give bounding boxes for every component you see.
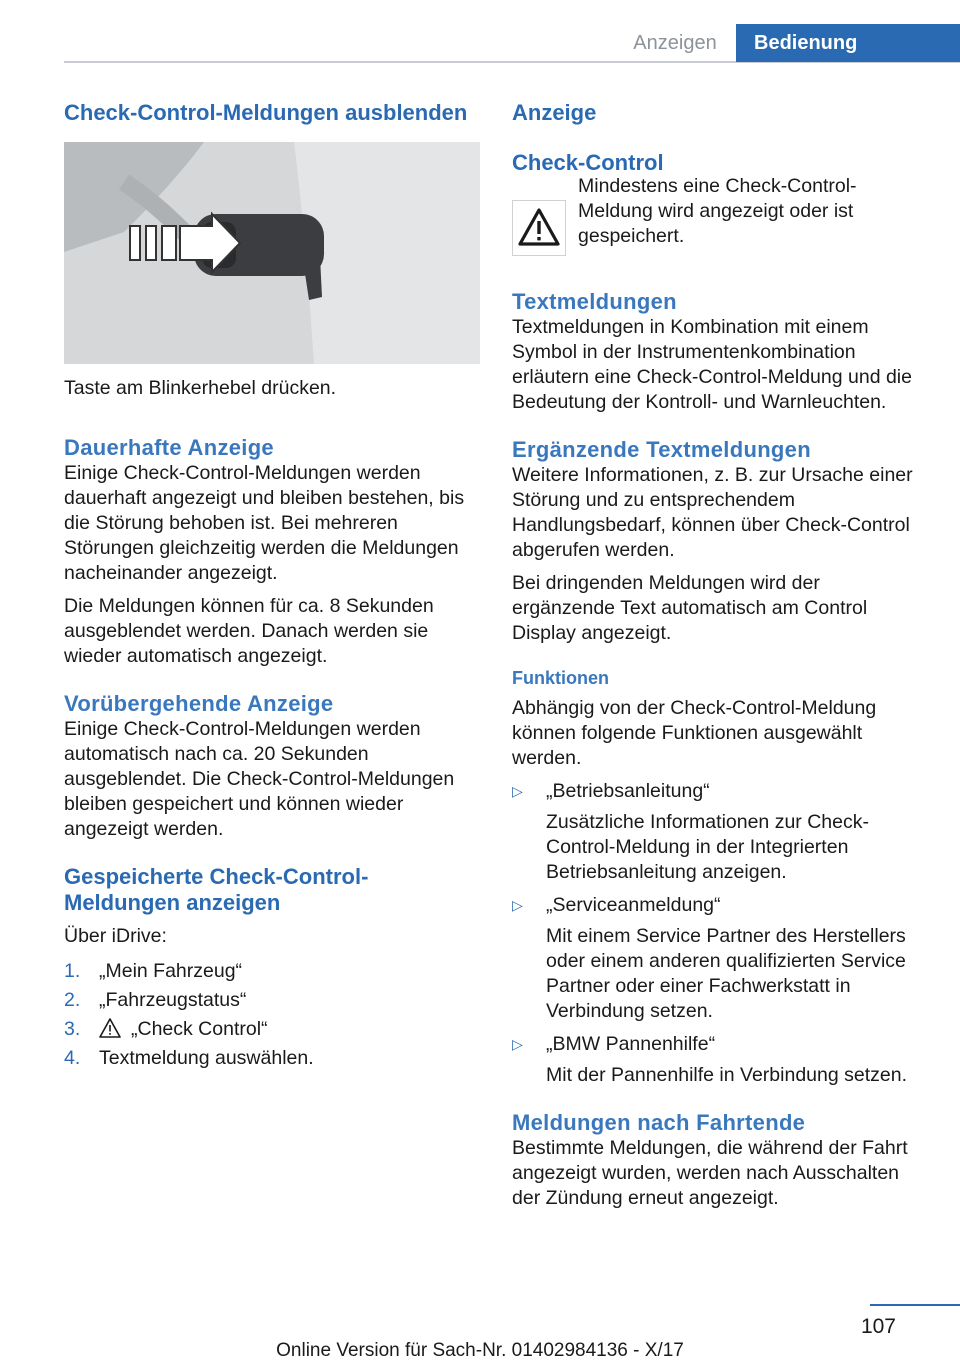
heading-functions: Funktionen [512, 668, 609, 688]
warning-icon [99, 1018, 121, 1038]
function-desc: Zusätzliche Informationen zur Check-Control-Meldung in der Integrierten Betriebsanleitung anzeigen. [546, 811, 869, 883]
list-item [64, 988, 482, 1013]
step-text: „Fahrzeugstatus“ [99, 989, 247, 1011]
functions-paragraph: Abhängig von der Check-Control-Meldung können folgende Funktionen ausgewählt werden. [512, 697, 877, 769]
function-desc: Mit der Pannenhilfe in Verbindung setzen. [546, 1064, 907, 1086]
list-item [64, 959, 482, 984]
photo-caption: Taste am Blinkerhebel drücken. [64, 377, 337, 399]
step-text: „Check Control“ [131, 1018, 268, 1040]
function-title: „BMW Pannenhilfe“ [546, 1033, 716, 1055]
step-text: „Mein Fahrzeug“ [99, 960, 243, 982]
list-item [64, 1017, 482, 1042]
heading-permanent-display: Dauerhafte Anzeige [64, 435, 274, 460]
list-item [64, 1046, 482, 1071]
step-number: 3. [64, 1018, 81, 1040]
online-version-footer: Online Version für Sach-Nr. 01402984136 - X/17 [276, 1340, 684, 1361]
warning-triangle-icon [512, 200, 566, 256]
function-title: „Serviceanmeldung“ [546, 894, 721, 916]
check-control-text: Mindestens eine Check-Control-Meldung wird angezeigt oder ist gespeichert. [578, 175, 857, 247]
text-messages-paragraph: Textmeldungen in Kombination mit einem Symbol in der Instrumentenkombination erläutern eine Check-Control-Meldung und die Bedeutung der Kontroll- und Warnleuchten. [512, 316, 912, 413]
function-title: „Betriebsanleitung“ [546, 780, 710, 802]
left-column [64, 100, 482, 1075]
temporary-paragraph: Einige Check-Control-Meldungen werden automatisch nach ca. 20 Sekunden ausgeblendet. Die Check-Control-Meldungen bleiben gespeichert und können wieder angezeigt werden. [64, 718, 455, 840]
permanent-paragraph-2: Die Meldungen können für ca. 8 Sekunden ausgeblendet werden. Danach werden sie wieder automatisch angezeigt. [64, 595, 434, 667]
supplementary-paragraph-1: Weitere Informationen, z. B. zur Ursache einer Störung und zu entsprechendem Handlungsbedarf, können über Check-Control abgerufen werden. [512, 464, 913, 561]
list-item [512, 779, 928, 885]
saved-steps-list [64, 959, 482, 1071]
supplementary-paragraph-2: Bei dringenden Meldungen wird der ergänzende Text automatisch am Control Display angezeigt. [512, 572, 868, 644]
heading-messages-after-trip: Meldungen nach Fahrtende [512, 1110, 806, 1135]
permanent-paragraph-1: Einige Check-Control-Meldungen werden dauerhaft angezeigt und bleiben bestehen, bis die Störung behoben ist. Bei mehreren Störungen gleichzeitig werden die Meldungen nacheinander angezeigt. [64, 462, 465, 584]
bullet-triangle-icon: ▷ [512, 1036, 523, 1052]
heading-saved-messages: Gespeicherte Check-Control-Meldungen anzeigen [64, 864, 369, 915]
step-number: 2. [64, 989, 81, 1011]
heading-text-messages: Textmeldungen [512, 289, 677, 314]
step-text: Textmeldung auswählen. [99, 1047, 314, 1069]
list-item [512, 1032, 928, 1088]
after-trip-paragraph: Bestimmte Meldungen, die während der Fahrt angezeigt wurden, werden nach Ausschalten der Zündung erneut angezeigt. [512, 1137, 908, 1209]
heading-supplementary-messages: Ergänzende Textmeldungen [512, 437, 811, 462]
page-number: 107 [860, 1315, 896, 1338]
function-desc: Mit einem Service Partner des Herstellers oder einem anderen qualifizierten Service Partner oder einer Fachwerkstatt in Verbindung setzen. [546, 925, 906, 1022]
heading-check-control: Check-Control [512, 150, 664, 175]
footer-rule [870, 1304, 960, 1306]
heading-temporary-display: Vorübergehende Anzeige [64, 691, 334, 716]
tab-anzeigen[interactable]: Anzeigen [633, 32, 717, 54]
heading-display: Anzeige [512, 100, 597, 125]
functions-list [512, 779, 928, 1088]
heading-hide-messages: Check-Control-Meldungen ausblenden [64, 100, 468, 125]
step-number: 4. [64, 1047, 81, 1069]
tab-bedienung[interactable]: Bedienung [736, 24, 960, 62]
turn-signal-lever-photo [64, 142, 480, 364]
saved-intro: Über iDrive: [64, 925, 167, 947]
step-number: 1. [64, 960, 81, 982]
bullet-triangle-icon: ▷ [512, 783, 523, 799]
right-column [512, 100, 928, 1219]
list-item [512, 893, 928, 1024]
bullet-triangle-icon: ▷ [512, 897, 523, 913]
check-control-symbol-row [512, 174, 928, 257]
